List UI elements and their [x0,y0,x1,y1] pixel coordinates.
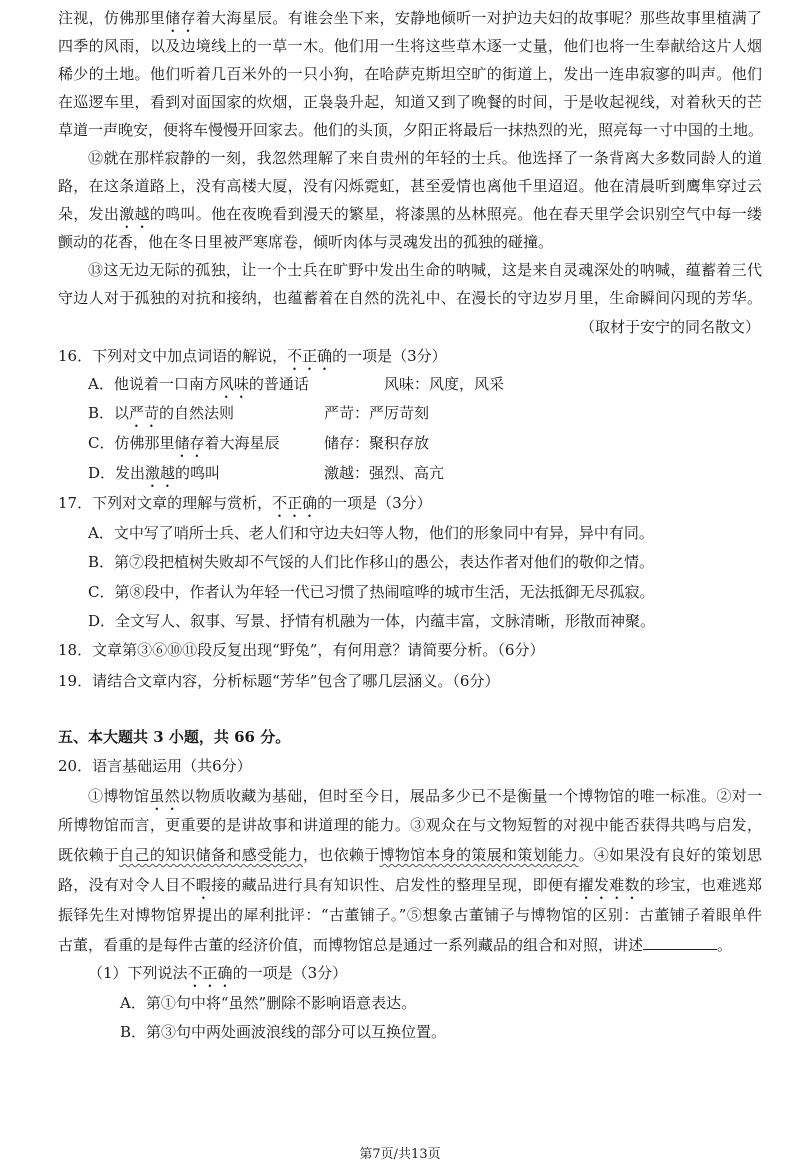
emphasized-word: 不正确 [272,494,318,512]
text-line [88,463,220,491]
text-line [88,611,655,631]
text-segment: 稀少的土地。他们听着几百米外的一只小狗，在哈萨克斯坦空旷的街道上，发出一连串寂寥的叫声。他们 [58,65,762,83]
text-segment: 以物质收藏为基础，但时至今日，展品多少已不是衡量一个博物馆的唯一标准。②对一 [179,787,762,805]
text-segment: 19．请结合文章内容，分析标题“芳华”包含了哪几层涵义。（6分） [58,672,500,690]
text-line [324,403,429,423]
emphasized-word: 虽然 [149,787,180,805]
text-segment: 古董，看重的是每件古董的经济价值，而博物馆总是通过一系列藏品的组合和对照，讲述 [58,936,644,954]
text-segment: 18．文章第③⑥⑩⑪段反复出现“野兔”，有何用意？请简要分析。（6分） [58,641,545,659]
text-line [58,671,499,691]
text-segment: ①博物馆 [88,787,150,805]
text-segment: 振铎先生对博物馆界提出的犀利批评：“古董铺子。”⑤想象古董铺子与博物馆的区别：古董铺子着眼单件 [58,906,762,924]
text-segment: D．发出 [88,464,146,482]
text-segment: 路，在这条道路上，没有高楼大厦，没有闪烁霓虹，甚至爱情也离他千里迢迢。他在清晨听到鹰隼穿过云 [58,177,762,195]
text-line [120,1022,446,1042]
text-segment: 储存：聚积存放 [324,434,430,452]
text-line [58,288,762,308]
text-segment: 接的藏品进行具有知识性、启发性的整理呈现，即便有 [211,876,579,894]
text-line [58,120,762,140]
text-segment: C．仿佛那里 [88,434,175,452]
text-segment: C．第⑧段中，作者认为年轻一代已习惯了热闹喧哗的城市生活，无法抵御无尽孤寂。 [88,583,655,601]
text-segment: B．第③句中两处画波浪线的部分可以互换位置。 [120,1023,447,1041]
text-segment: 的珍宝，也难逃郑 [639,876,762,894]
text-line [58,346,447,374]
text-segment: 既依赖于 [58,846,120,864]
text-line [58,176,762,196]
text-segment: （取材于安宁的同名散文） [579,318,760,336]
text-line [88,552,654,572]
text-segment: 五、本大题共 3 小题，共 66 分。 [58,728,291,746]
text-segment: 的一项是（3分） [332,347,447,365]
text-segment: 严苛：严厉苛刻 [324,404,430,422]
text-segment: 守边人对于孤独的对抗和接纳，也蕴蓄着在自然的洗礼中、在漫长的守边岁月里，生命瞬间闪现的芳华。 [58,289,762,307]
text-line [88,433,280,461]
text-segment: 四季的风雨，以及边境线上的一草一木。他们用一生将这些草木逐一丈量，他们也将一生奉献给这片人烟 [58,37,762,55]
text-line [324,463,444,483]
text-line [58,8,762,36]
text-segment: 的一项是（3分） [317,494,432,512]
text-line [580,317,760,337]
text-segment: ，也依赖于 [302,846,380,864]
text-segment: A．他说着一口南方 [88,375,219,393]
text-segment: B．第⑦段把植树失败却不气馁的人们比作移山的愚公，表达作者对他们的敬仰之情。 [88,553,655,571]
text-segment: 在巡逻车里，看到对面国家的炊烟，正袅袅升起，知道又到了晚餐的时间，于是收起视线，对着秋天的芒 [58,93,762,111]
text-line [58,815,762,835]
emphasized-word: 风味 [218,375,249,393]
text-segment: 朵，发出 [58,205,120,223]
text-segment: 颤动的花香，他在冬日里被严寒席卷，倾听肉体与灵魂发出的孤独的碰撞。 [58,233,554,251]
text-segment: 的鸣叫 [175,464,221,482]
text-segment: A．第①句中将“虽然”删除不影响语意表达。 [120,994,417,1012]
text-segment: 。④如果没有良好的策划思 [578,846,762,864]
text-segment: ⑬这无边无际的孤独，让一个士兵在旷野中发出生命的呐喊，这是来自灵魂深处的呐喊，蕴蓄着三代 [88,261,762,279]
text-line [58,640,544,660]
text-line [88,582,654,602]
text-segment: 风味：风度，风采 [384,375,505,393]
text-segment: 16．下列对文中加点词语的解说， [58,347,288,365]
emphasized-word: 储存 [165,9,196,27]
emphasized-word: 储存 [174,434,205,452]
text-line [88,786,762,814]
text-line [58,935,732,955]
emphasized-word: 严苛 [129,404,160,422]
text-segment: 17．下列对文章的理解与赏析， [58,494,273,512]
text-line [58,845,762,865]
emphasized-word: 不正确 [287,347,333,365]
text-line [88,374,309,402]
text-line [58,36,762,56]
text-line [120,993,416,1013]
text-line [58,905,762,925]
text-segment: D．全文写人、叙事、写景、抒情有机融为一体，内蕴丰富，文脉清晰，形散而神聚。 [88,612,656,630]
text-line [58,493,432,521]
emphasized-word: 暇 [195,876,212,894]
text-segment: 的一项是（3分） [232,964,348,982]
text-segment: A．文中写了哨所士兵、老人们和守边夫妇等人物，他们的形象同中有异，异中有同。 [88,524,654,542]
text-segment: 注视，仿佛那里 [58,9,166,27]
text-segment: 着大海星辰。有谁会坐下来，安静地倾听一对护边夫妇的故事呢？那些故事里植满了 [195,9,762,27]
text-line [88,963,347,991]
text-segment: B．以 [88,404,130,422]
wavy-underlined-phrase: 自己的知识储备和感受能力 [119,846,303,864]
text-segment: 所博物馆而言，更重要的是讲故事和讲道理的能力。③观众在与文物短暂的对视中能否获得共鸣与启发， [58,816,762,834]
text-line [324,433,429,453]
text-line [58,92,762,112]
text-segment: 的鸣叫。他在夜晚看到漫天的繁星，将漆黑的丛林照亮。他在春天里学会识别空气中每一缕 [149,205,762,223]
text-line [384,374,504,394]
text-segment: 20．语言基础运用（共6分） [58,757,252,775]
answer-blank[interactable] [643,935,717,950]
text-line [58,875,762,903]
text-segment: 着大海星辰 [204,434,280,452]
emphasized-word: 不正确 [187,964,233,982]
text-segment: （1）下列说法 [88,964,188,982]
text-line [58,727,290,747]
text-line [88,148,762,168]
page-number: 第7页/共13页 [359,1147,441,1162]
emphasized-word: 激越 [145,464,176,482]
text-line [88,403,234,431]
text-segment: 草道一声晚安，便将车慢慢开回家去。他们的头顶，夕阳正将最后一抹热烈的光，照亮每一寸中国的土地。 [58,121,764,139]
text-line [58,64,762,84]
text-line [58,756,252,776]
text-segment: 的自然法则 [159,404,235,422]
emphasized-word: 擢发难数 [578,876,640,894]
text-line [88,523,654,543]
text-line [58,232,553,252]
text-segment: 路，没有对令人目不 [58,876,196,894]
wavy-underlined-phrase: 博物馆本身的策展和策划能力 [379,846,579,864]
text-segment: ⑫就在那样寂静的一刻，我忽然理解了来自贵州的年轻的士兵。他选择了一条背离大多数同龄人的道 [88,149,762,167]
text-line [88,260,762,280]
text-segment: 的普通话 [248,375,309,393]
emphasized-word: 激越 [119,205,150,223]
text-line [58,204,762,232]
text-segment: 。 [717,936,733,954]
text-segment: 激越：强烈、高亢 [324,464,445,482]
